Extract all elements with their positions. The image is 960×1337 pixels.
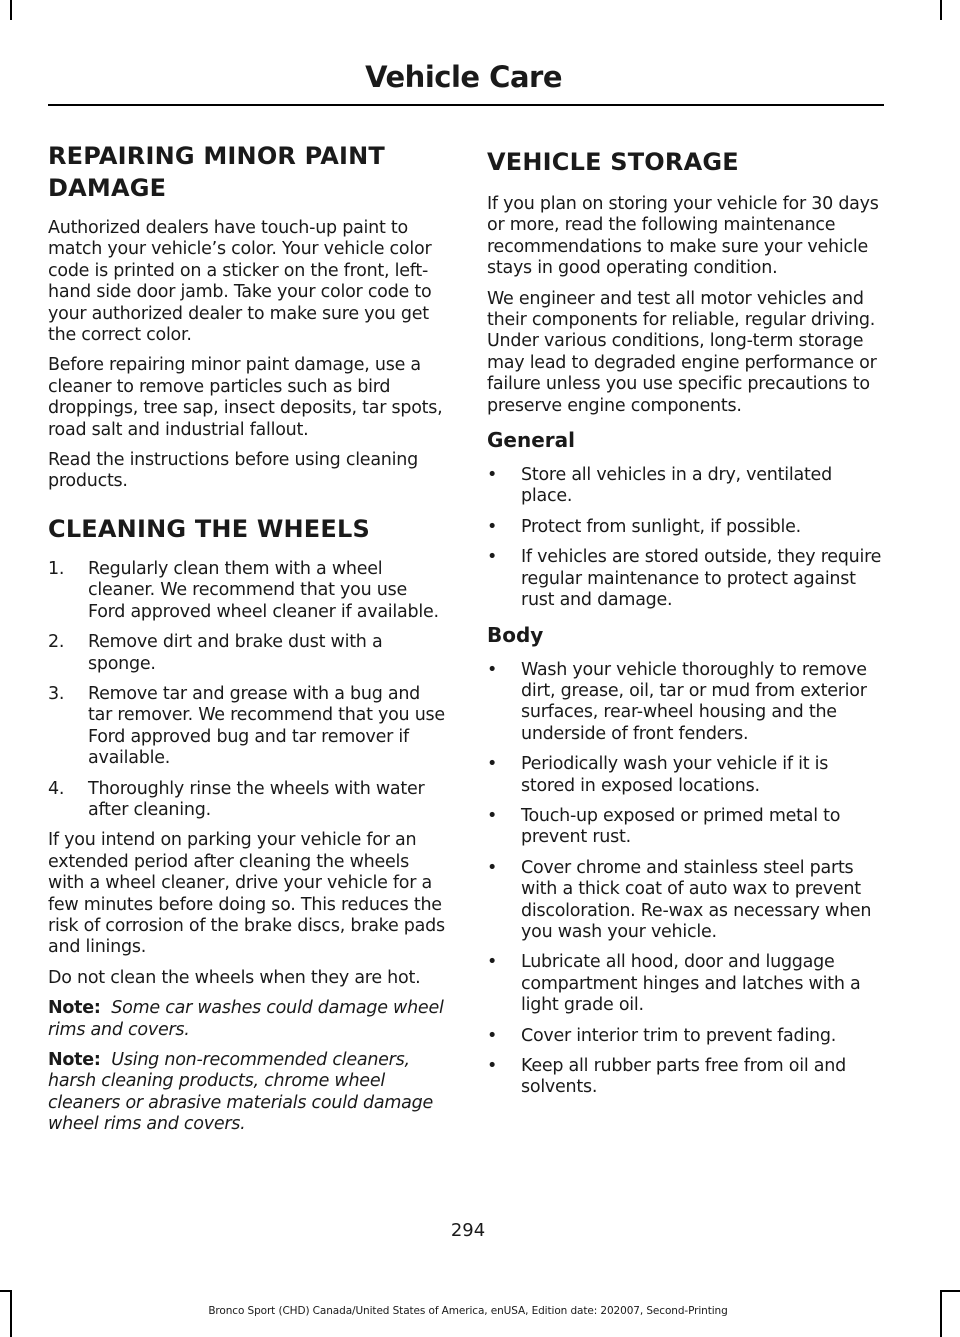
- bullet: •: [487, 1025, 498, 1046]
- subheading-body: Body: [487, 622, 544, 647]
- list-item: [487, 952, 882, 1016]
- page-header-title: Vehicle Care: [365, 60, 562, 94]
- heading-repairing-paint: REPAIRING MINOR PAINT DAMAGE: [48, 142, 386, 202]
- footer-edition-info: Bronco Sport (CHD) Canada/United States of America, enUSA, Edition date: 202007, Second-Printing: [208, 1305, 728, 1317]
- crop-mark-bottom-right-v: [940, 1290, 942, 1337]
- step-number: 4.: [48, 778, 65, 799]
- crop-mark-bottom-left-h: [0, 1290, 12, 1292]
- list-item: [48, 559, 448, 623]
- wheel-cleaning-steps: [48, 559, 448, 821]
- paragraph: Before repairing minor paint damage, use a cleaner to remove particles such as bird droppings, tree sap, insect deposits, tar spots, road salt and industrial fallout.: [48, 355, 443, 440]
- list-item: [48, 632, 448, 675]
- bullet: •: [487, 857, 498, 878]
- right-column: [487, 140, 882, 1108]
- list-item: [487, 547, 882, 611]
- bullet-text: Cover interior trim to prevent fading.: [521, 1025, 837, 1046]
- body-bullets: [487, 660, 882, 1099]
- note: [48, 1050, 448, 1136]
- list-item: [48, 779, 448, 822]
- note-text: Some car washes could damage wheel rims and covers.: [48, 998, 444, 1040]
- bullet-text: Cover chrome and stainless steel parts with a thick coat of auto wax to prevent discoloration. Re-wax as necessary when you wash your vehicle.: [521, 857, 872, 942]
- list-item: [487, 858, 882, 944]
- paragraph: If you plan on storing your vehicle for 30 days or more, read the following maintenance recommendations to make sure your vehicle stays in good operating condition.: [487, 194, 879, 279]
- step-number: 2.: [48, 632, 65, 653]
- list-item: [487, 806, 882, 849]
- bullet-text: Keep all rubber parts free from oil and solvents.: [521, 1056, 846, 1098]
- note-label: Note:: [48, 1050, 101, 1070]
- bullet-text: Store all vehicles in a dry, ventilated place.: [521, 465, 832, 507]
- bullet: •: [487, 805, 498, 826]
- general-bullets: [487, 465, 882, 611]
- step-text: Remove tar and grease with a bug and tar remover. We recommend that you use Ford approved bug and tar remover if available.: [88, 683, 445, 769]
- note-text: Using non-recommended cleaners, harsh cleaning products, chrome wheel cleaners or abrasive materials could damage wheel rims and covers.: [48, 1050, 433, 1135]
- paragraph: We engineer and test all motor vehicles and their components for reliable, regular driving. Under various conditions, long-term storage may lead to degraded engine performance or failure unless you use specific precautions to preserve engine components.: [487, 288, 877, 416]
- list-item: [487, 517, 882, 538]
- bullet: •: [487, 516, 498, 537]
- list-item: [48, 684, 448, 770]
- step-text: Regularly clean them with a wheel cleaner. We recommend that you use Ford approved wheel cleaner if available.: [88, 558, 439, 622]
- note-label: Note:: [48, 998, 101, 1019]
- bullet-text: Lubricate all hood, door and luggage compartment hinges and latches with a light grade oil.: [521, 952, 861, 1016]
- step-text: Remove dirt and brake dust with a sponge.: [88, 632, 383, 674]
- left-column: [48, 140, 448, 1145]
- paragraph: Read the instructions before using cleaning products.: [48, 450, 418, 492]
- list-item: [487, 1026, 882, 1047]
- bullet-text: Wash your vehicle thoroughly to remove dirt, grease, oil, tar or mud from exterior surfaces, rear-wheel housing and the underside of front fenders.: [521, 659, 867, 744]
- bullet-text: If vehicles are stored outside, they require regular maintenance to protect against rust and damage.: [521, 547, 882, 611]
- crop-mark-top-left: [10, 0, 12, 20]
- bullet: •: [487, 547, 498, 568]
- bullet: •: [487, 1056, 498, 1076]
- paragraph: If you intend on parking your vehicle for an extended period after cleaning the wheels with a wheel cleaner, drive your vehicle for a few minutes before doing so. This reduces the risk of corrosion of the brake discs, brake pads and linings.: [48, 830, 445, 958]
- subheading-general: General: [487, 428, 575, 453]
- step-number: 1.: [48, 558, 65, 579]
- bullet: •: [487, 659, 498, 680]
- bullet: •: [487, 952, 498, 973]
- bullet-text: Protect from sunlight, if possible.: [521, 516, 801, 537]
- heading-vehicle-storage: VEHICLE STORAGE: [487, 148, 739, 176]
- page-number: 294: [450, 1220, 486, 1241]
- bullet-text: Touch-up exposed or primed metal to prevent rust.: [521, 805, 841, 848]
- paragraph: Authorized dealers have touch-up paint to match your vehicle’s color. Your vehicle color code is printed on a sticker on the front, left-hand side door jamb. Take your color code to your authorized dealer to make sure you get the correct color.: [48, 218, 432, 346]
- list-item: [487, 465, 882, 508]
- heading-cleaning-wheels: CLEANING THE WHEELS: [48, 514, 370, 543]
- bullet: •: [487, 754, 498, 775]
- bullet: •: [487, 465, 498, 486]
- header-rule: [48, 104, 884, 106]
- list-item: [487, 660, 882, 746]
- list-item: [487, 1056, 882, 1099]
- note: [48, 998, 448, 1041]
- paragraph: Do not clean the wheels when they are hot.: [48, 967, 421, 988]
- list-item: [487, 754, 882, 797]
- step-number: 3.: [48, 683, 65, 704]
- crop-mark-top-right: [940, 0, 942, 20]
- crop-mark-bottom-right-h: [940, 1290, 960, 1292]
- bullet-text: Periodically wash your vehicle if it is stored in exposed locations.: [521, 754, 829, 796]
- step-text: Thoroughly rinse the wheels with water after cleaning.: [88, 778, 425, 820]
